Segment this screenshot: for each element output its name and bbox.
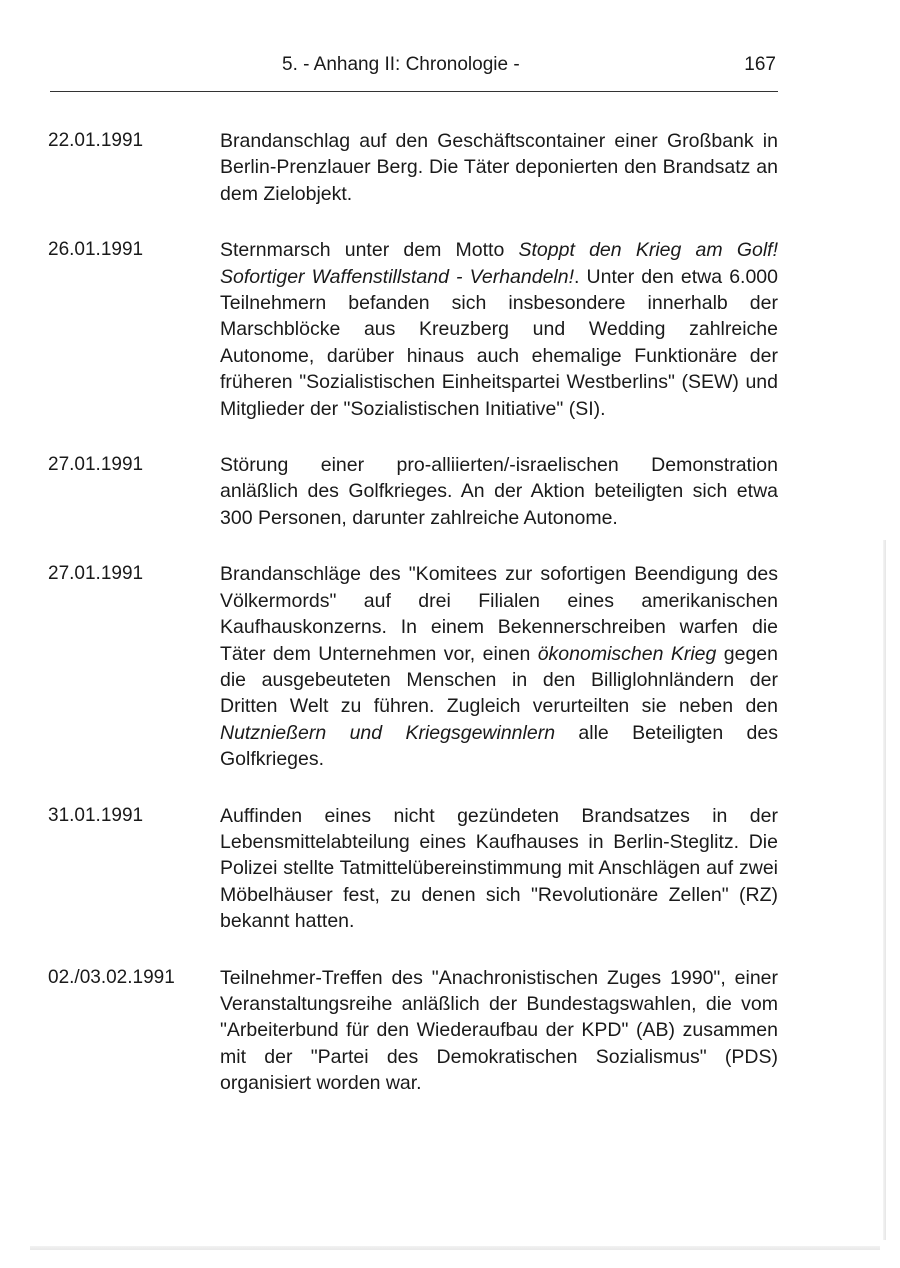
chronology-entry	[48, 237, 783, 422]
entry-text-segment: alle Beteiligten des Golfkrieges.	[220, 721, 778, 771]
entry-date: 31.01.1991	[48, 804, 144, 826]
chronology-entry	[48, 803, 783, 935]
entry-text-segment: Brandanschläge des "Komitees zur sofortigen Beendigung des Völkermords" auf drei Filialen eines amerikanischen Kaufhauskonzerns. In einem Bekennerschreiben warfen die Täter dem Unternehmen vor, einen	[220, 563, 778, 665]
chronology-list	[48, 128, 783, 1127]
page-number: 167	[744, 54, 776, 75]
chapter-title: 5. - Anhang II: Chronologie -	[282, 54, 520, 75]
chronology-entry	[48, 561, 783, 772]
entry-date: 27.01.1991	[48, 454, 144, 476]
page-header	[282, 52, 776, 78]
entry-text-segment: Sternmarsch unter dem Motto	[220, 239, 519, 262]
entry-text-italic: Stoppt den Krieg am Golf! Sofortiger Waffenstillstand - Verhandeln!	[220, 239, 779, 288]
entry-text-segment: Auffinden eines nicht gezündeten Brandsatzes in der Lebensmittelabteilung eines Kaufhauses in Berlin-Steglitz. Die Polizei stellte Tatmittelübereinstimmung mit Anschlägen auf zwei Möbelhäuser fest, zu denen sich "Revolutionäre Zellen" (RZ) bekannt hatten.	[220, 804, 778, 933]
page-edge-shadow	[883, 540, 886, 1240]
entry-text-segment: Störung einer pro-alliierten/-israelischen Demonstration anläßlich des Golfkrieges. An der Aktion beteiligten sich etwa 300 Personen, darunter zahlreiche Autonome.	[220, 454, 778, 529]
entry-text	[220, 237, 778, 422]
entry-date: 26.01.1991	[48, 239, 144, 261]
chronology-entry	[48, 965, 783, 1097]
entry-text-italic: ökonomischen Krieg	[537, 642, 717, 665]
page-bottom-shadow	[30, 1246, 880, 1250]
entry-text-segment: . Unter den etwa 6.000 Teilnehmern befanden sich insbesondere innerhalb der Marschblöcke aus Kreuzberg und Wedding zahlreiche Autonome, darüber hinaus auch ehemalige Funktionäre der früheren "Sozialistischen Einheitspartei Westberlins" (SEW) und Mitglieder der "Sozialistischen Initiative" (SI).	[220, 265, 778, 420]
chronology-entry	[48, 128, 783, 207]
entry-date: 02./03.02.1991	[48, 966, 175, 988]
entry-text-segment: Teilnehmer-Treffen des "Anachronistischen Zuges 1990", einer Veranstaltungsreihe anläßlich der Bundestagswahlen, die vom "Arbeiterbund für den Wiederaufbau der KPD" (AB) zusammen mit der "Partei des Demokratischen Sozialismus" (PDS) organisiert worden war.	[220, 966, 778, 1095]
entry-date: 22.01.1991	[48, 130, 144, 151]
header-rule	[50, 91, 778, 92]
entry-text	[220, 965, 778, 1097]
entry-text-italic: Nutznießern und Kriegsgewinnlern	[220, 721, 556, 744]
entry-text	[220, 452, 778, 531]
entry-text	[220, 803, 778, 935]
entry-text	[220, 561, 778, 772]
entry-date: 27.01.1991	[48, 563, 144, 585]
entry-text-segment: gegen die ausgebeuteten Menschen in den Billiglohnländern der Dritten Welt zu führen. Zugleich verurteilten sie neben den	[220, 642, 778, 718]
entry-text-segment: Brandanschlag auf den Geschäftscontainer einer Großbank in Berlin-Prenzlauer Berg. Die Täter deponierten den Brandsatz an dem Zielobjekt.	[220, 130, 778, 205]
chronology-entry	[48, 452, 783, 531]
entry-text	[220, 128, 778, 207]
